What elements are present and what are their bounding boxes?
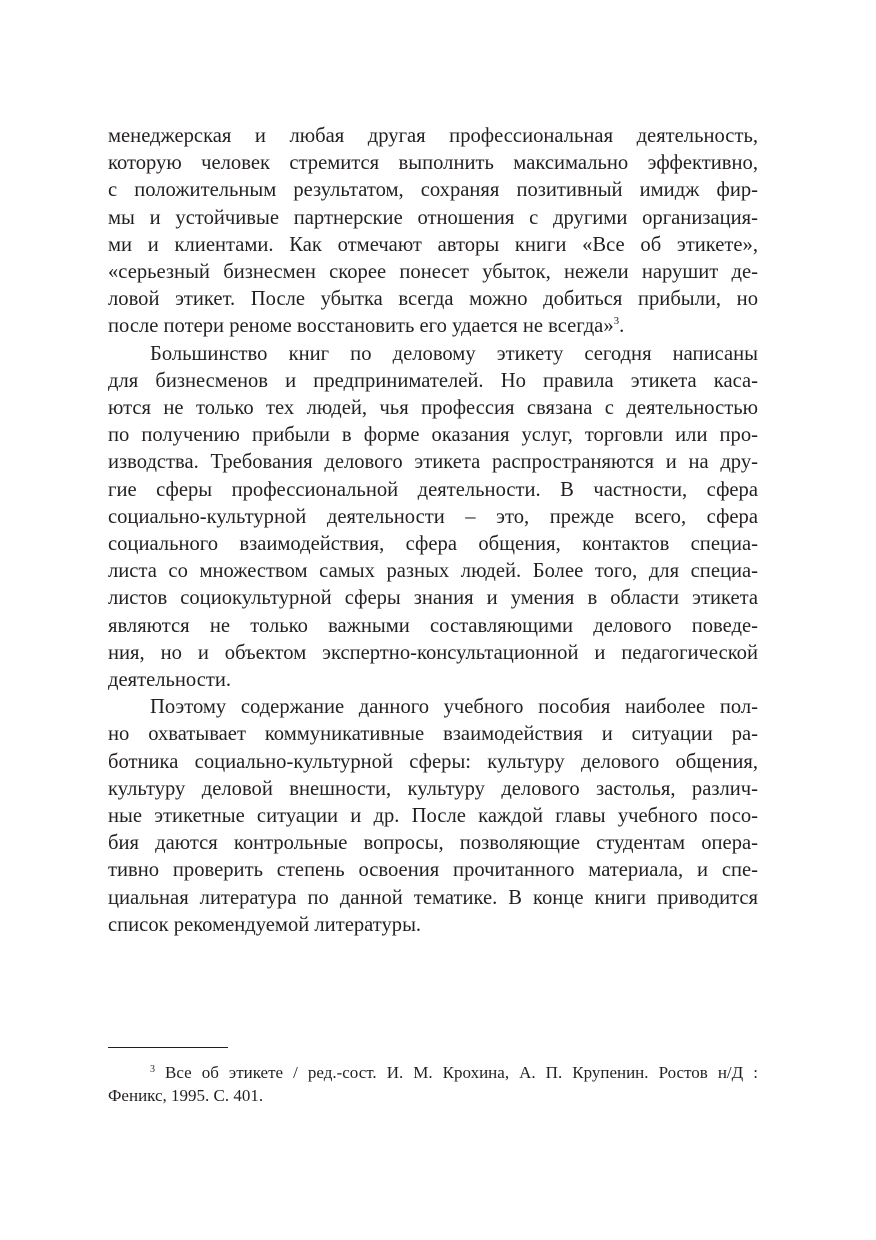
text-line: являются не только важными составляющими делового поведе- bbox=[108, 614, 758, 637]
text-line: циальная литература по данной тематике. В конце книги приводится bbox=[108, 886, 758, 909]
text-line: ния, но и объектом экспертно-консультационной и педагогической bbox=[108, 641, 758, 664]
text-line: менеджерская и любая другая профессиональная деятельность, bbox=[108, 125, 758, 147]
text-line: список рекомендуемой литературы. bbox=[108, 913, 422, 936]
footnote-separator bbox=[108, 1047, 228, 1048]
footnote-reference[interactable]: 3 bbox=[613, 315, 620, 328]
sentence-end: . bbox=[619, 315, 625, 338]
text-line: по получению прибыли в форме оказания услуг, торговли или про- bbox=[108, 424, 758, 447]
text-line: «серьезный бизнесмен скорее понесет убыток, нежели нарушит де- bbox=[108, 261, 758, 284]
text-line: для бизнесменов и предпринимателей. Но правила этикета каса- bbox=[108, 369, 758, 392]
text-line bbox=[108, 313, 758, 340]
text-line: культуру деловой внешности, культуру делового застолья, различ- bbox=[108, 777, 758, 800]
text-line: Большинство книг по деловому этикету сегодня написаны bbox=[150, 342, 758, 365]
text-line: с положительным результатом, сохраняя позитивный имидж фир- bbox=[108, 179, 758, 202]
text-line: ются не только тех людей, чья профессия связана с деятельностью bbox=[108, 397, 758, 420]
footnote bbox=[108, 1061, 758, 1107]
paragraph bbox=[108, 123, 758, 341]
text-line: изводства. Требования делового этикета распространяются и на дру- bbox=[108, 451, 758, 474]
text-line: но охватывает коммуникативные взаимодействия и ситуации ра- bbox=[108, 723, 758, 746]
text-line-content: после потери реноме восстановить его удается не всегда» bbox=[108, 315, 614, 338]
main-text bbox=[108, 123, 758, 939]
text-line: бия даются контрольные вопросы, позволяющие студентам опера- bbox=[108, 832, 758, 855]
text-line: ловой этикет. После убытка всегда можно добиться прибыли, но bbox=[108, 288, 758, 311]
text-line: ми и клиентами. Как отмечают авторы книги «Все об этикете», bbox=[108, 233, 758, 256]
text-line: мы и устойчивые партнерские отношения с другими организация- bbox=[108, 206, 758, 229]
text-line: листов социокультурной сферы знания и умения в области этикета bbox=[108, 587, 758, 610]
paragraph bbox=[108, 694, 758, 939]
paragraph bbox=[108, 341, 758, 695]
text-line: социального взаимодействия, сфера общения, контактов специа- bbox=[108, 533, 758, 556]
text-line: ные этикетные ситуации и др. После каждой главы учебного посо- bbox=[108, 805, 758, 828]
text-line: гие сферы профессиональной деятельности. В частности, сфера bbox=[108, 478, 758, 501]
footnote-number: 3 bbox=[150, 1064, 155, 1075]
text-line: листа со множеством самых разных людей. Более того, для специа- bbox=[108, 560, 758, 583]
footnote-line bbox=[108, 1061, 758, 1084]
text-line: деятельности. bbox=[108, 669, 232, 692]
footnote-line: Феникс, 1995. С. 401. bbox=[108, 1086, 264, 1105]
footnote-text: Все об этикете / ред.-сост. И. М. Крохина, А. П. Крупенин. Ростов н/Д : bbox=[165, 1063, 759, 1082]
text-line: которую человек стремится выполнить максимально эффективно, bbox=[108, 152, 758, 175]
text-line: Поэтому содержание данного учебного пособия наиболее пол- bbox=[150, 696, 758, 719]
text-line: тивно проверить степень освоения прочитанного материала, и спе- bbox=[108, 859, 758, 882]
text-line: ботника социально-культурной сферы: культуру делового общения, bbox=[108, 750, 758, 773]
text-line: социально-культурной деятельности – это, прежде всего, сфера bbox=[108, 505, 758, 528]
